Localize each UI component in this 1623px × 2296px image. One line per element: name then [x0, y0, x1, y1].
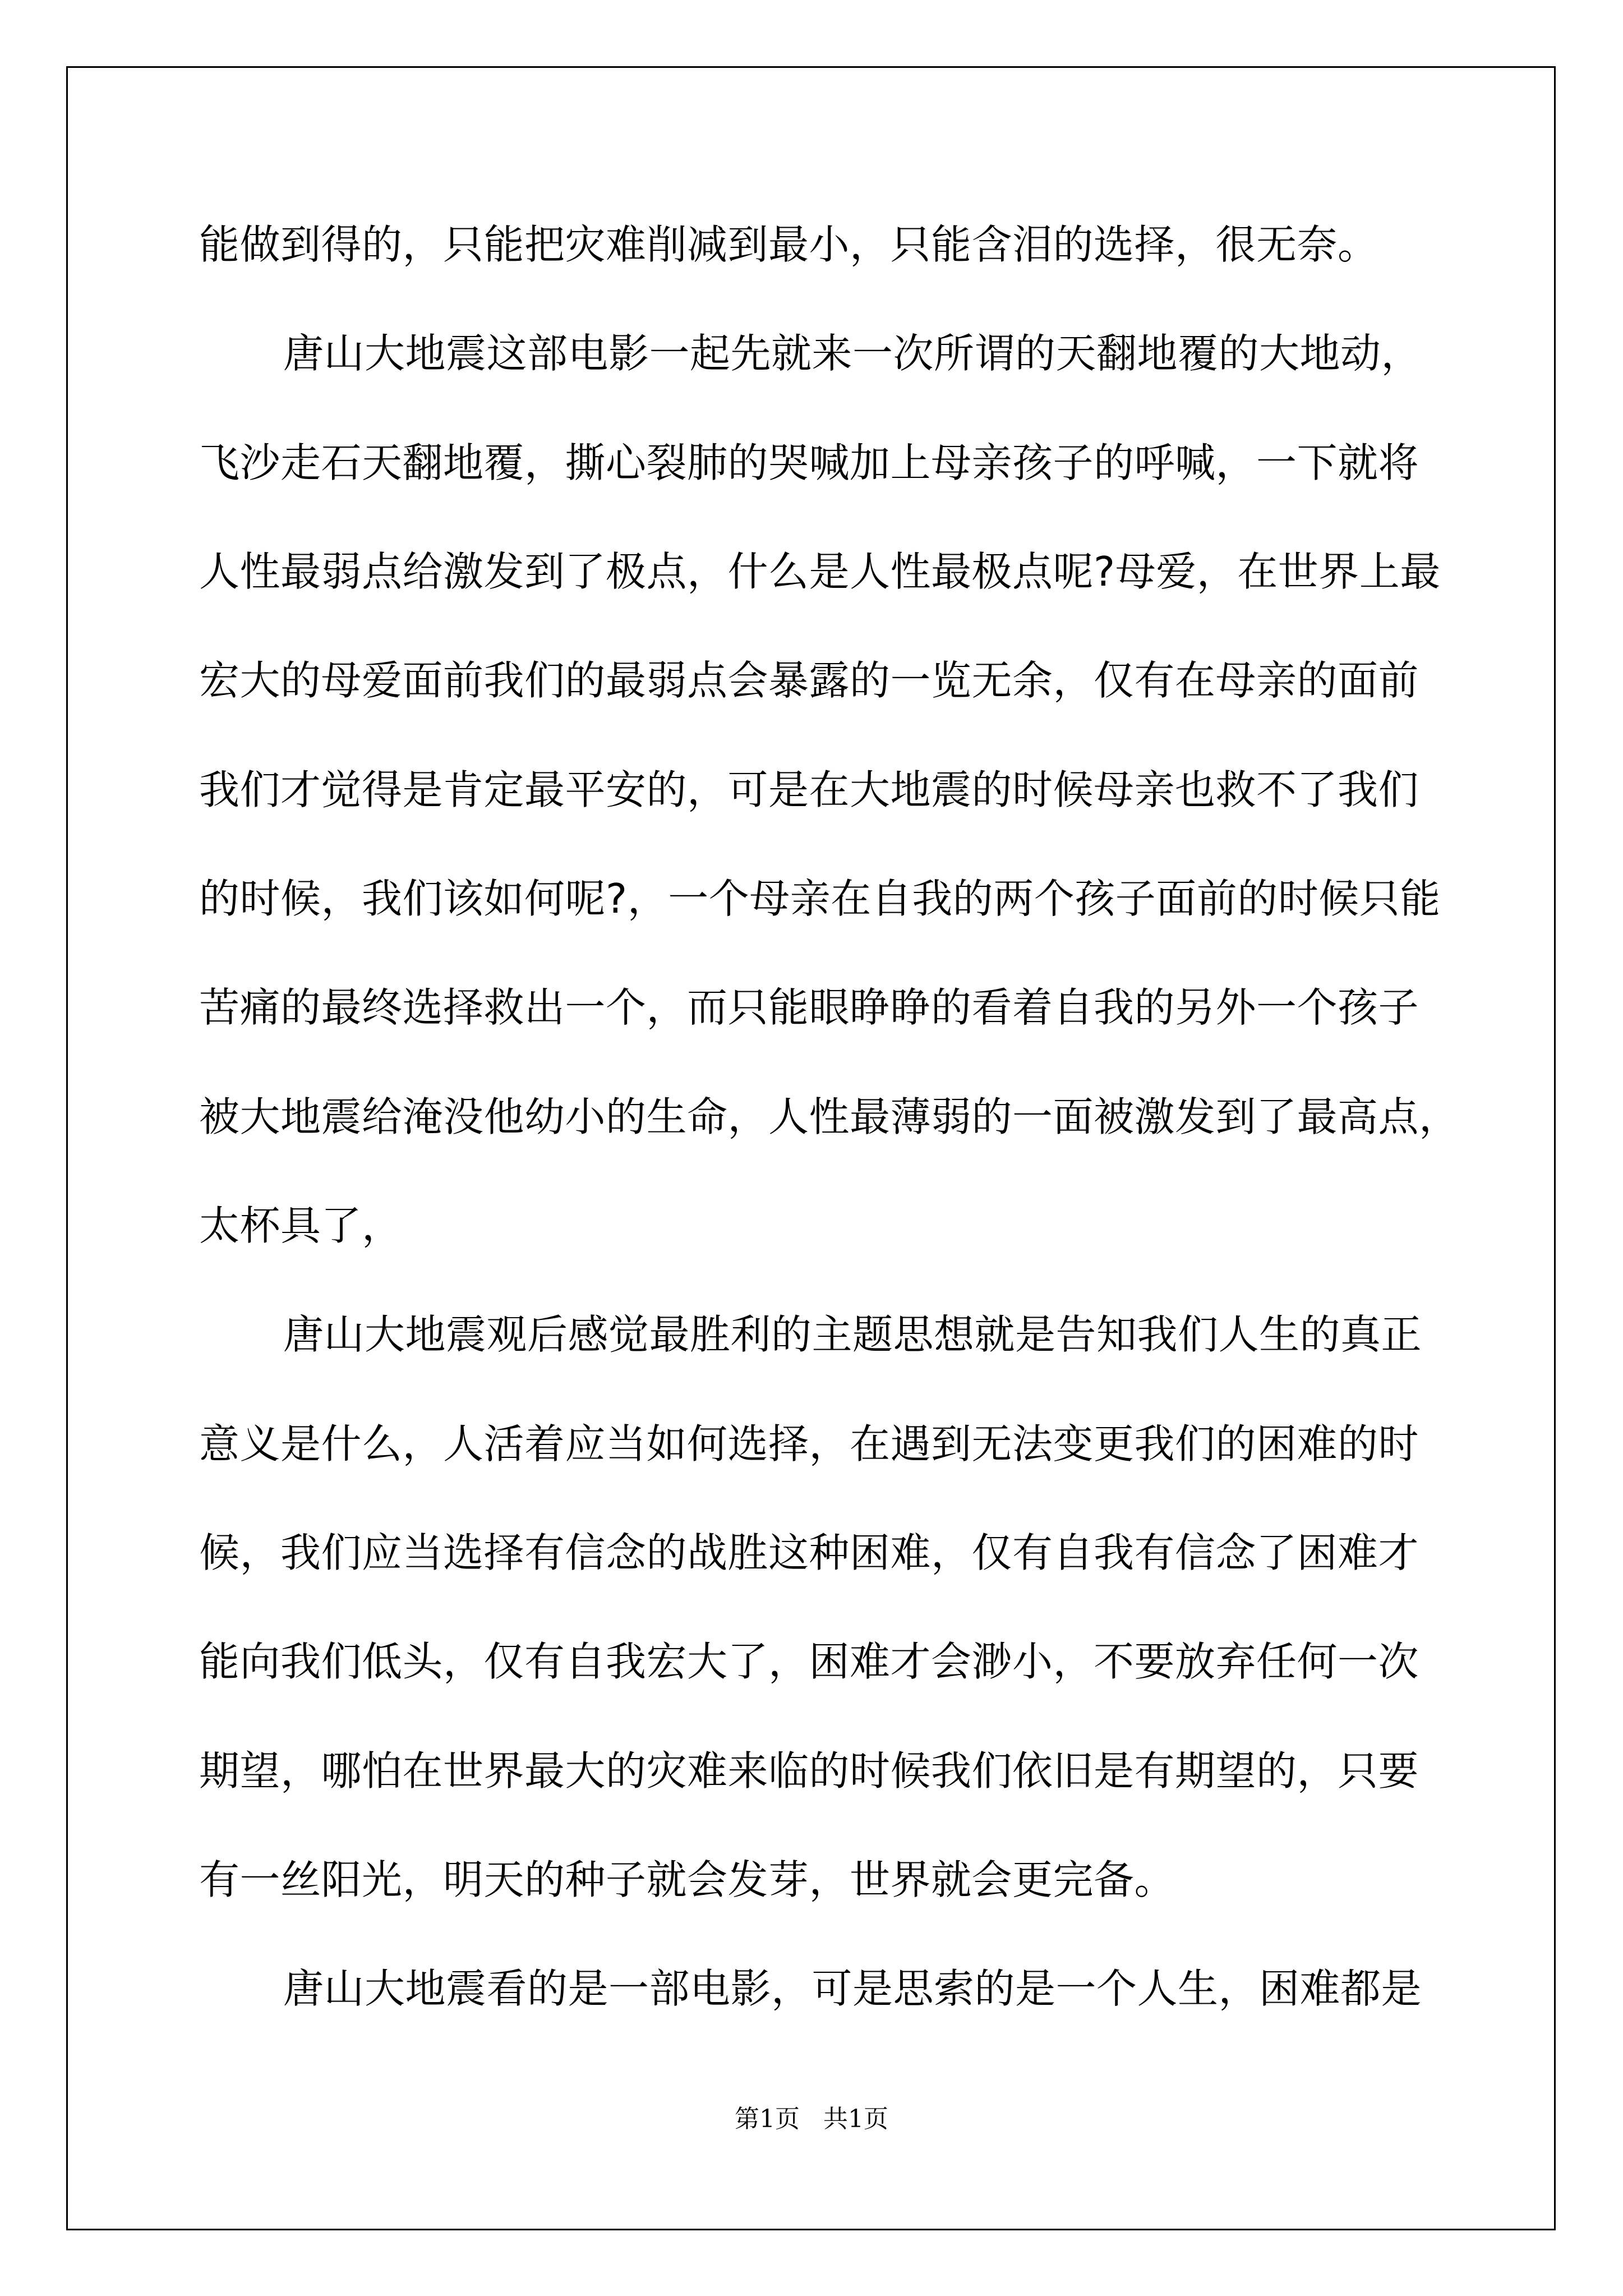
text-line: 被大地震给淹没他幼小的生命，人性最薄弱的一面被激发到了最高点，	[199, 1093, 1460, 1140]
text-line: 我们才觉得是肯定最平安的，可是在大地震的时候母亲也救不了我们	[199, 766, 1419, 813]
text-line: 宏大的母爱面前我们的最弱点会暴露的一览无余，仅有在母亲的面前	[199, 657, 1419, 704]
paragraph-first-line: 唐山大地震看的是一部电影，可是思索的是一个人生，困难都是	[283, 1965, 1422, 2012]
text-line: 候，我们应当选择有信念的战胜这种困难，仅有自我有信念了困难才	[199, 1529, 1419, 1576]
paragraph-first-line: 唐山大地震这部电影一起先就来一次所谓的天翻地覆的大地动，	[283, 330, 1422, 377]
text-line: 有一丝阳光，明天的种子就会发芽，世界就会更完备。	[199, 1856, 1175, 1903]
text-line: 苦痛的最终选择救出一个，而只能眼睁睁的看着自我的另外一个孩子	[199, 984, 1419, 1031]
text-line: 太杯具了，	[199, 1202, 403, 1249]
text-line: 期望，哪怕在世界最大的灾难来临的时候我们依旧是有期望的，只要	[199, 1747, 1419, 1795]
text-line: 意义是什么，人活着应当如何选择，在遇到无法变更我们的困难的时	[199, 1420, 1419, 1467]
text-line: 飞沙走石天翻地覆，撕心裂肺的哭喊加上母亲孩子的呼喊，一下就将	[199, 439, 1419, 486]
paragraph-first-line: 唐山大地震观后感觉最胜利的主题思想就是告知我们人生的真正	[283, 1311, 1422, 1358]
page-number-footer: 第1页 共1页	[735, 2105, 888, 2133]
text-line: 能做到得的，只能把灾难削减到最小，只能含泪的选择，很无奈。	[199, 221, 1378, 268]
text-line: 能向我们低头，仅有自我宏大了，困难才会渺小，不要放弃任何一次	[199, 1638, 1419, 1685]
text-line: 人性最弱点给激发到了极点，什么是人性最极点呢?母爱，在世界上最	[199, 548, 1441, 595]
text-line: 的时候，我们该如何呢?，一个母亲在自我的两个孩子面前的时候只能	[199, 875, 1441, 922]
